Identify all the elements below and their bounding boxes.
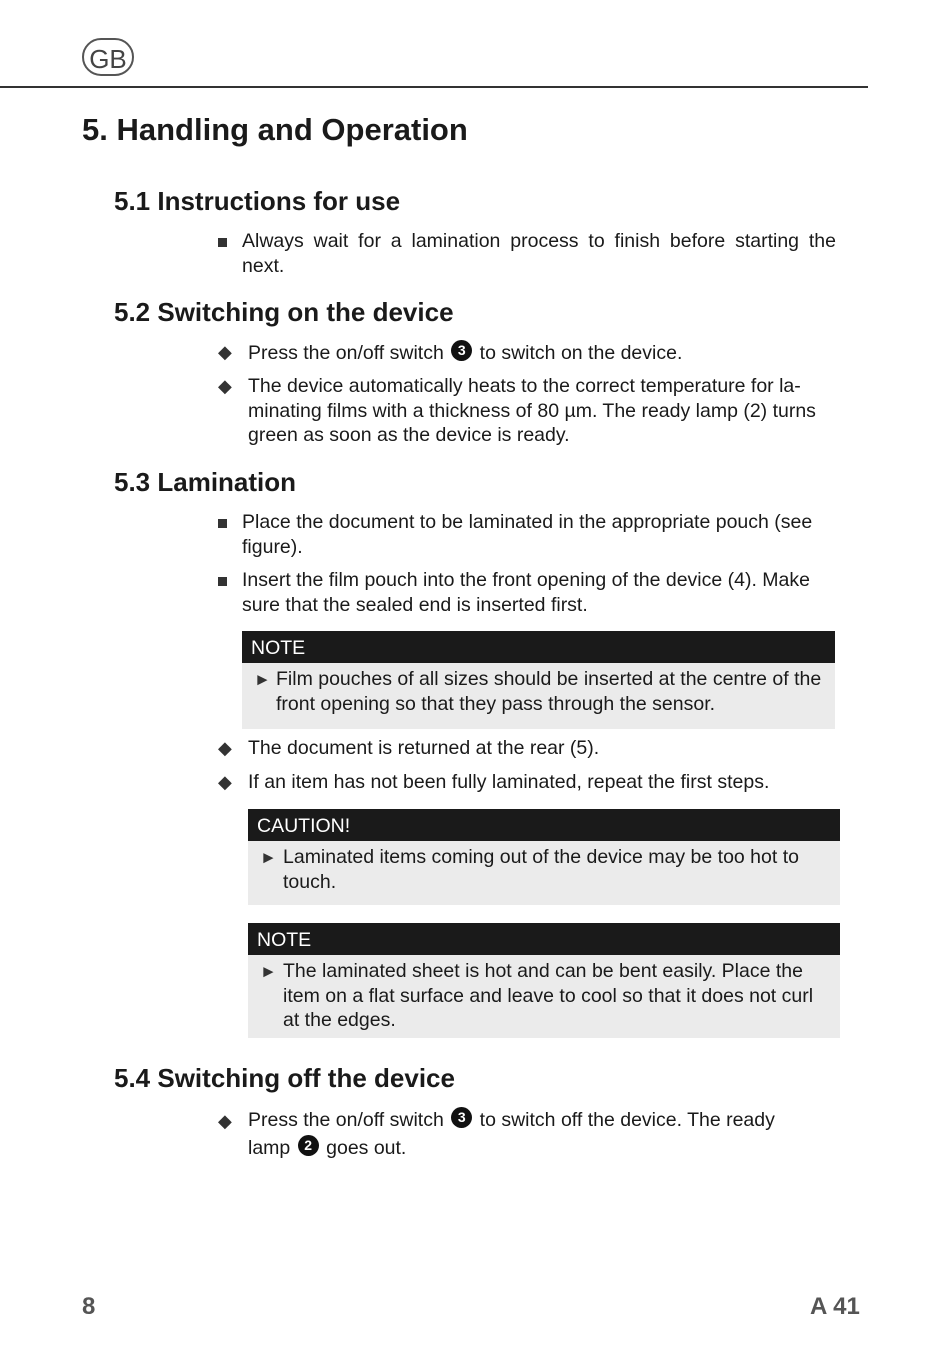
- diamond-bullet-icon: ◆: [218, 738, 232, 758]
- diamond-bullet-icon: ◆: [218, 1111, 232, 1131]
- model-name: A 41: [810, 1293, 860, 1320]
- page-title: 5. Handling and Operation: [82, 112, 468, 147]
- section-heading-5-2: 5.2 Switching on the device: [114, 297, 454, 327]
- note-box: [242, 631, 835, 729]
- region-badge: GB: [82, 38, 134, 76]
- list-item: The document is returned at the rear (5).: [248, 737, 600, 759]
- item-text: lamp: [248, 1137, 291, 1159]
- arrow-right-icon: ►: [254, 670, 271, 689]
- square-bullet-icon: [218, 519, 227, 528]
- item-text: Press the on/off switch: [248, 342, 444, 364]
- header-divider: [0, 86, 868, 88]
- item-text: to switch on the device.: [479, 342, 683, 364]
- caution-label: CAUTION!: [248, 809, 840, 841]
- square-bullet-icon: [218, 238, 227, 247]
- section-heading-5-1: 5.1 Instructions for use: [114, 186, 401, 216]
- item-text: goes out.: [326, 1137, 407, 1159]
- item-text: to switch off the device. The ready: [479, 1109, 775, 1131]
- note-body: [242, 663, 835, 729]
- note-label: NOTE: [248, 923, 840, 955]
- page-number: 8: [82, 1293, 96, 1320]
- list-item: Insert the film pouch into the front opening of the device (4). Make sure that the sealed end is inserted first.: [242, 569, 810, 616]
- list-item: [248, 340, 838, 366]
- square-bullet-icon: [218, 577, 227, 586]
- note-text: The laminated sheet is hot and can be bent easily. Place the item on a flat surface and leave to cool so that it does not curl at the edges.: [283, 960, 814, 1031]
- caution-box: [248, 809, 840, 905]
- section-heading-5-3: 5.3 Lamination: [114, 467, 297, 497]
- note-body: [248, 955, 840, 1038]
- item-text: Press the on/off switch: [248, 1109, 444, 1131]
- number-3-icon: 3: [451, 340, 472, 361]
- number-2-icon: 2: [298, 1135, 319, 1156]
- note-text: Film pouches of all sizes should be inserted at the centre of the front opening so that they pass through the sensor.: [276, 668, 822, 715]
- caution-body: [248, 841, 840, 905]
- note-box: [248, 923, 840, 1038]
- arrow-right-icon: ►: [260, 962, 277, 981]
- list-item: Place the document to be laminated in the appropriate pouch (see figure).: [242, 511, 813, 558]
- list-item: If an item has not been fully laminated, repeat the first steps.: [248, 771, 770, 793]
- note-label: NOTE: [242, 631, 835, 663]
- diamond-bullet-icon: ◆: [218, 376, 232, 396]
- number-3-icon: 3: [451, 1107, 472, 1128]
- diamond-bullet-icon: ◆: [218, 342, 232, 362]
- arrow-right-icon: ►: [260, 848, 277, 867]
- diamond-bullet-icon: ◆: [218, 772, 232, 792]
- section-heading-5-4: 5.4 Switching off the device: [114, 1063, 455, 1093]
- caution-text: Laminated items coming out of the device may be too hot to touch.: [283, 846, 799, 893]
- list-item: [248, 1106, 838, 1162]
- list-item: Always wait for a lamination process to finish before starting the next.: [242, 230, 836, 277]
- list-item: The device automatically heats to the correct temperature for la-minating films with a thickness of 80 µm. The ready lamp (2) turns green as soon as the device is ready.: [248, 375, 816, 446]
